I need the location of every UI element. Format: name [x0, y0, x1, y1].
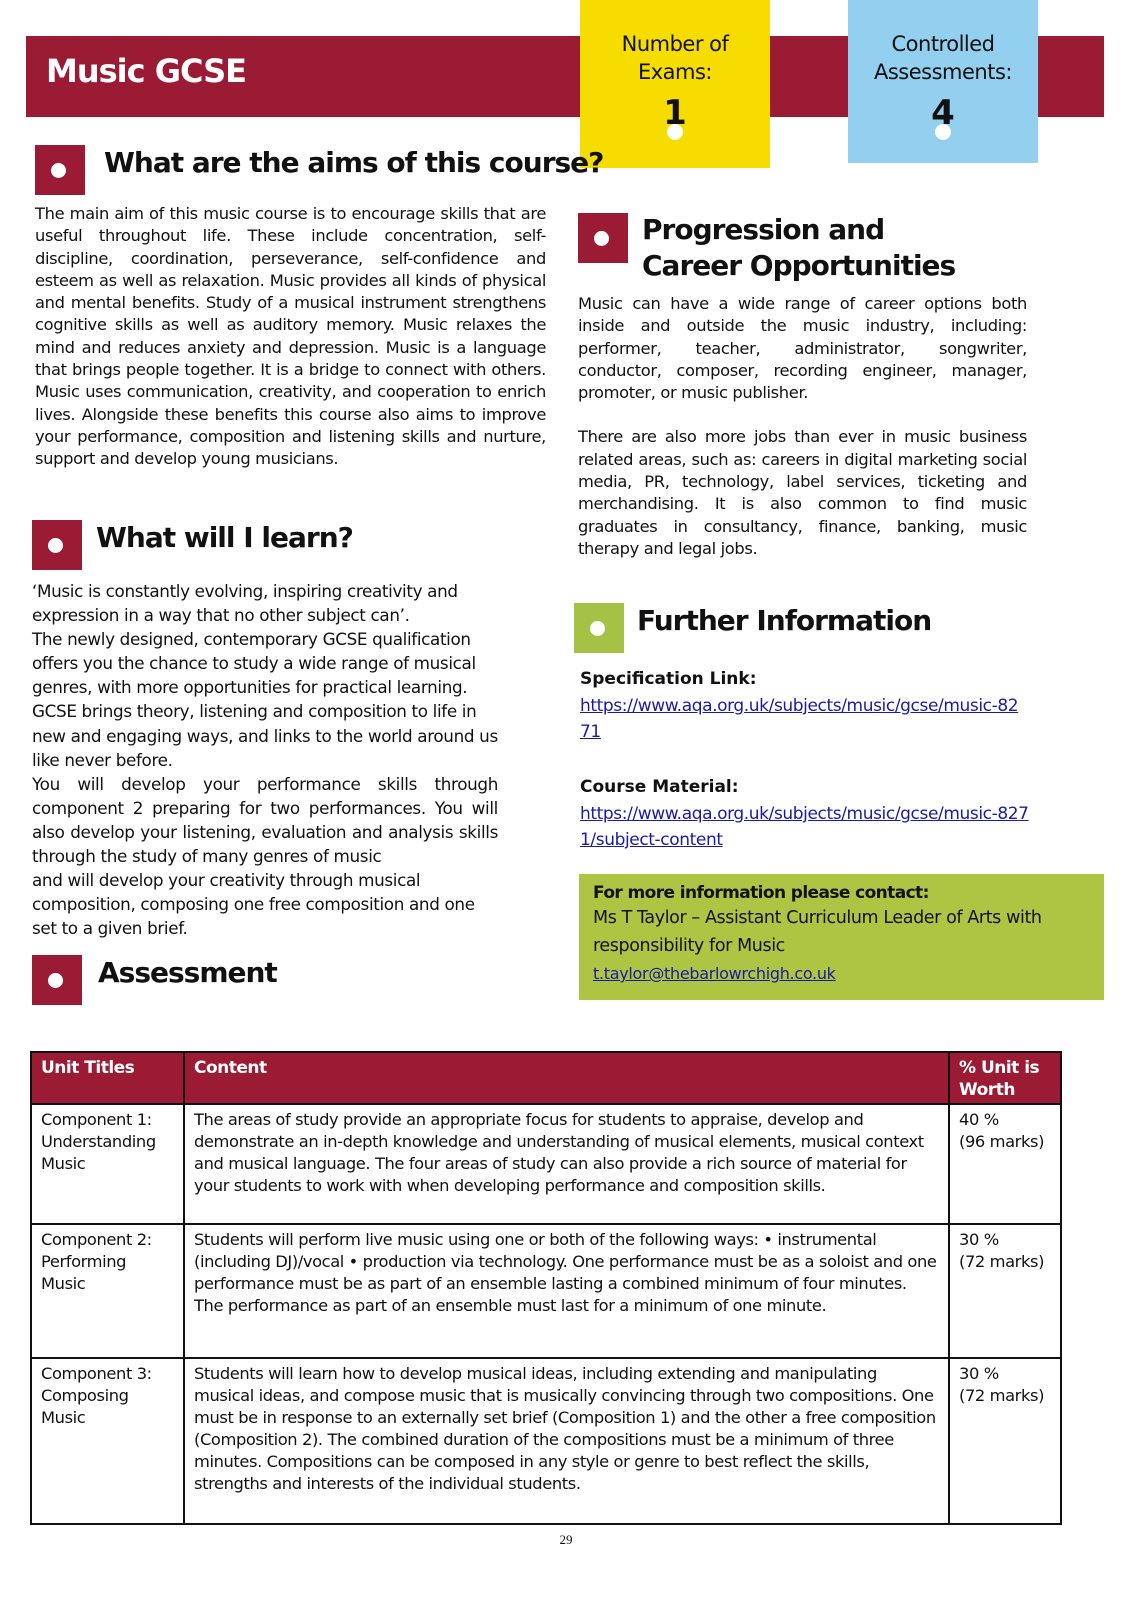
learn-paragraph: The newly designed, contemporary GCSE qualification offers you the chance to study a wide range of musical genres, with more opportunities for practical learning. GCSE brings theory, listening and composition to life in new and engaging ways, and links to the world around us like never before.: [32, 629, 498, 770]
section-bullet-icon: [578, 213, 628, 263]
contact-box: [579, 874, 1104, 1000]
content-cell: Students will learn how to develop musical ideas, including extending and manipulating musical ideas, and compose music that is musically convincing through two compositions. One must be in response to an externally set brief (Composition 1) and the other a free composition (Composition 2). The combined duration of the compositions must be a minimum of three minutes. Compositions can be composed in any style or genre to best reflect the skills, strengths and interests of the individual students.: [184, 1358, 949, 1524]
unit-title-cell: Component 1: Understanding Music: [31, 1104, 184, 1224]
percent-value: 30 %: [959, 1230, 999, 1249]
exams-stat-value: 1: [663, 93, 687, 133]
assessment-heading: Assessment: [98, 956, 277, 989]
learn-paragraph: You will develop your performance skills through component 2 preparing for two performances. You will also develop your listening, evaluation and analysis skills through the study of many genres of music: [32, 773, 498, 867]
controlled-assessments-stat-label: Controlled Assessments:: [874, 32, 1012, 84]
table-row: [31, 1104, 1061, 1224]
section-bullet-icon: [574, 603, 624, 653]
learn-paragraph: ‘Music is constantly evolving, inspiring creativity and expression in a way that no other subject can’.: [32, 581, 458, 626]
header-content: Content: [184, 1052, 949, 1104]
course-material-label: Course Material:: [580, 777, 739, 797]
progression-body: [578, 293, 1027, 560]
aims-heading: What are the aims of this course?: [104, 146, 604, 179]
worth-cell: [949, 1224, 1061, 1358]
progression-heading: Progression and Career Opportunities: [642, 213, 956, 282]
table-row: [31, 1358, 1061, 1524]
learn-body: [32, 579, 498, 940]
worth-cell: [949, 1104, 1061, 1224]
section-bullet-icon: [32, 955, 82, 1005]
learn-paragraph: and will develop your creativity through musical composition, composing one free composition and one set to a given brief.: [32, 870, 475, 939]
spec-link[interactable]: https://www.aqa.org.uk/subjects/music/gcse/music-8271: [580, 696, 1019, 742]
aims-body: [35, 203, 546, 471]
page-number: 29: [559, 1532, 573, 1547]
unit-title-cell: Component 2: Performing Music: [31, 1224, 184, 1358]
page-title: Music GCSE: [46, 52, 246, 90]
table-row: [31, 1224, 1061, 1358]
section-bullet-icon: [32, 520, 82, 570]
table-header-row: [31, 1052, 1061, 1104]
marks-value: (72 marks): [959, 1252, 1045, 1271]
controlled-assessments-stat-value: 4: [931, 93, 955, 133]
unit-title-cell: Component 3: Composing Music: [31, 1358, 184, 1524]
progression-paragraph: There are also more jobs than ever in music business related areas, such as: careers in digital marketing social media, PR, technology, label services, ticketing and merchandising. It is also common to find music graduates in consultancy, finance, banking, music therapy and legal jobs.: [578, 427, 1027, 558]
learn-heading: What will I learn?: [96, 521, 353, 554]
exams-stat-label: Number of Exams:: [621, 32, 729, 84]
content-cell: Students will perform live music using one or both of the following ways: • instrumental (including DJ)/vocal • production via technology. One performance must be as a soloist and one performance must be as part of an ensemble lasting a combined minimum of four minutes. The performance as part of an ensemble must last for a minimum of one minute.: [184, 1224, 949, 1358]
contact-email-link[interactable]: t.taylor@thebarlowrchigh.co.uk: [593, 964, 836, 983]
controlled-assessments-stat-box: [848, 0, 1038, 163]
contact-name: Ms T Taylor – Assistant Curriculum Leader of Arts with responsibility for Music: [593, 908, 1042, 956]
progression-paragraph: Music can have a wide range of career options both inside and outside the music industry, including: performer, teacher, administrator, songwriter, conductor, composer, recording engineer, manager, promoter, or music publisher.: [578, 294, 1027, 403]
assessment-table: [30, 1051, 1062, 1525]
content-cell: The areas of study provide an appropriate focus for students to appraise, develop and demonstrate an in-depth knowledge and understanding of musical elements, musical context and musical language. The four areas of study can also provide a rich source of material for your students to work with when developing performance and composition skills.: [184, 1104, 949, 1224]
spec-link-label: Specification Link:: [580, 669, 757, 689]
further-info-heading: Further Information: [637, 604, 932, 637]
section-bullet-icon: [35, 145, 85, 195]
header-percent-worth: % Unit is Worth: [949, 1052, 1061, 1104]
marks-value: (72 marks): [959, 1386, 1045, 1405]
worth-cell: [949, 1358, 1061, 1524]
percent-value: 30 %: [959, 1364, 999, 1383]
aims-paragraph: The main aim of this music course is to encourage skills that are useful throughout life. These include concentration, self-discipline, coordination, perseverance, self-confidence and esteem as well as relaxation. Music provides all kinds of physical and mental benefits. Study of a musical instrument strengthens cognitive skills as well as auditory memory. Music relaxes the mind and reduces anxiety and depression. Music is a language that brings people together. It is a bridge to connect with others. Music uses communication, creativity, and cooperation to enrich lives. Alongside these benefits this course also aims to improve your performance, composition and listening skills and nurture, support and develop young musicians.: [35, 204, 546, 469]
course-material-link[interactable]: https://www.aqa.org.uk/subjects/music/gcse/music-8271/subject-content: [580, 804, 1029, 850]
exams-stat-box: [580, 0, 770, 168]
contact-title: For more information please contact:: [593, 883, 929, 903]
header-unit-titles: Unit Titles: [31, 1052, 184, 1104]
marks-value: (96 marks): [959, 1132, 1045, 1151]
percent-value: 40 %: [959, 1110, 999, 1129]
